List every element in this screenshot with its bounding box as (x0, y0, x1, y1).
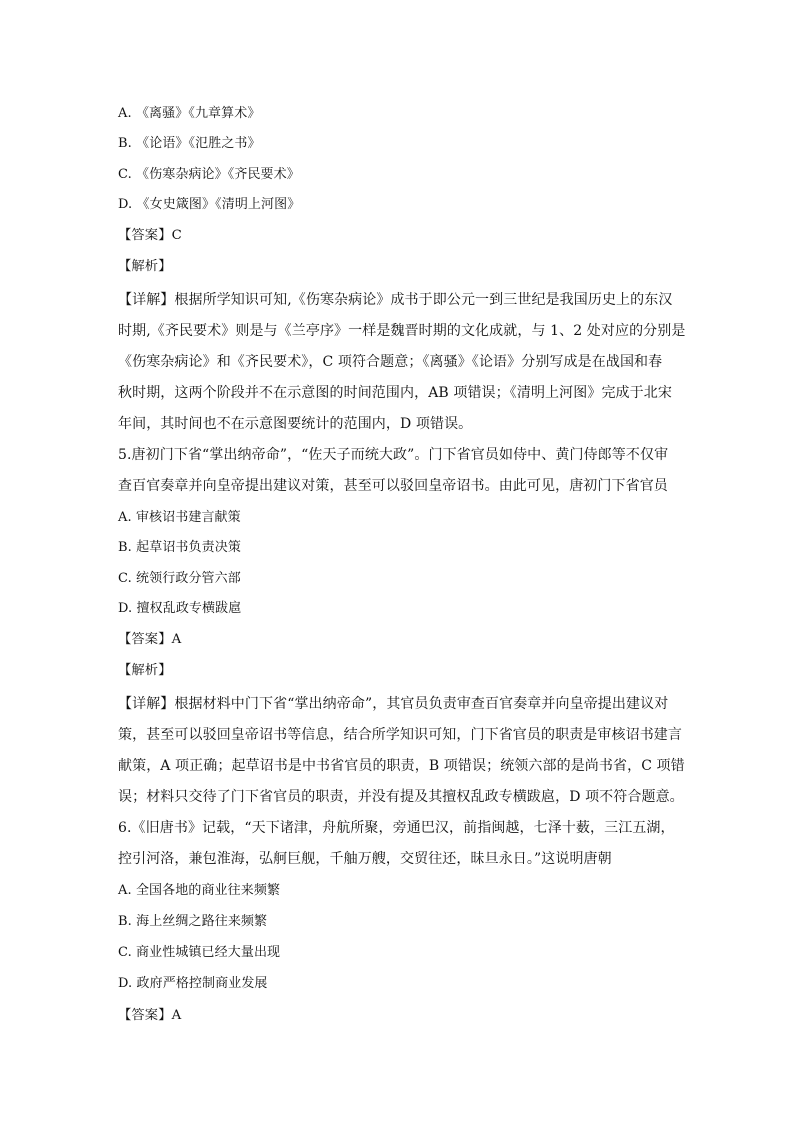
q6-stem-line-1: 6.《旧唐书》记载，“天下诸津，舟航所聚，旁通巴汉，前指闽越，七泽十薮，三江五湖， (118, 820, 675, 836)
q6-stem-line-2: 控引河洛，兼包淮海，弘舸巨舰，千舳万艘，交贸往还，昧旦永日。”这说明唐朝 (118, 851, 612, 867)
q5-option-a: A. 审核诏书建言献策 (118, 510, 241, 525)
q4-detail-line-2: 时期,《齐民要术》则是与《兰亭序》一样是魏晋时期的文化成就，与 1、2 处对应的分别是 (118, 323, 686, 339)
q4-detail-line-1: 【详解】根据所学知识可知,《伤寒杂病论》成书于即公元一到三世纪是我国历史上的东汉 (118, 292, 673, 308)
q5-detail-line-1: 【详解】根据材料中门下省“掌出纳帝命”，其官员负责审查百官奏章并向皇帝提出建议对 (118, 696, 669, 712)
q4-option-a: A. 《离骚》《九章算术》 (118, 106, 261, 121)
q4-option-c: C. 《伤寒杂病论》《齐民要术》 (118, 167, 300, 182)
q4-analysis-label: 【解析】 (118, 259, 172, 274)
q5-option-d: D. 擅权乱政专横跋扈 (118, 601, 242, 616)
q5-option-b: B. 起草诏书负责决策 (118, 540, 241, 555)
q4-detail-line-5: 年间，其时间也不在示意图要统计的范围内，D 项错误。 (118, 416, 473, 432)
q4-answer: 【答案】C (118, 228, 182, 243)
q5-analysis-label: 【解析】 (118, 663, 172, 678)
q5-detail-line-4: 误；材料只交待了门下省官员的职责，并没有提及其擅权乱政专横跋扈，D 项不符合题意。 (118, 789, 684, 805)
q5-answer: 【答案】A (118, 632, 182, 647)
q4-detail-line-3: 《伤寒杂病论》和《齐民要术》，C 项符合题意；《离骚》《论语》分别写成是在战国和春 (118, 354, 663, 370)
q4-detail-line-4: 秋时期，这两个阶段并不在示意图的时间范围内，AB 项错误；《清明上河图》完成于北宋 (118, 385, 672, 401)
q4-option-d: D. 《女史箴图》《清明上河图》 (118, 197, 301, 212)
q6-answer: 【答案】A (118, 1008, 182, 1023)
q6-option-b: B. 海上丝绸之路往来频繁 (118, 914, 268, 929)
q6-option-d: D. 政府严格控制商业发展 (118, 976, 268, 991)
q5-detail-line-2: 策，甚至可以驳回皇帝诏书等信息，结合所学知识可知，门下省官员的职责是审核诏书建言 (118, 727, 682, 743)
q5-stem-line-1: 5.唐初门下省“掌出纳帝命”，“佐天子而统大政”。门下省官员如侍中、黄门侍郎等不仅审 (118, 447, 669, 463)
q6-option-c: C. 商业性城镇已经大量出现 (118, 945, 281, 960)
q5-detail-line-3: 献策，A 项正确；起草诏书是中书省官员的职责，B 项错误；统领六部的是尚书省，C 项错 (118, 758, 685, 774)
q6-option-a: A. 全国各地的商业往来频繁 (118, 883, 281, 898)
q5-stem-line-2: 查百官奏章并向皇帝提出建议对策，甚至可以驳回皇帝诏书。由此可见，唐初门下省官员 (118, 478, 668, 494)
q5-option-c: C. 统领行政分管六部 (118, 571, 241, 586)
q4-option-b: B. 《论语》《氾胜之书》 (118, 136, 261, 151)
